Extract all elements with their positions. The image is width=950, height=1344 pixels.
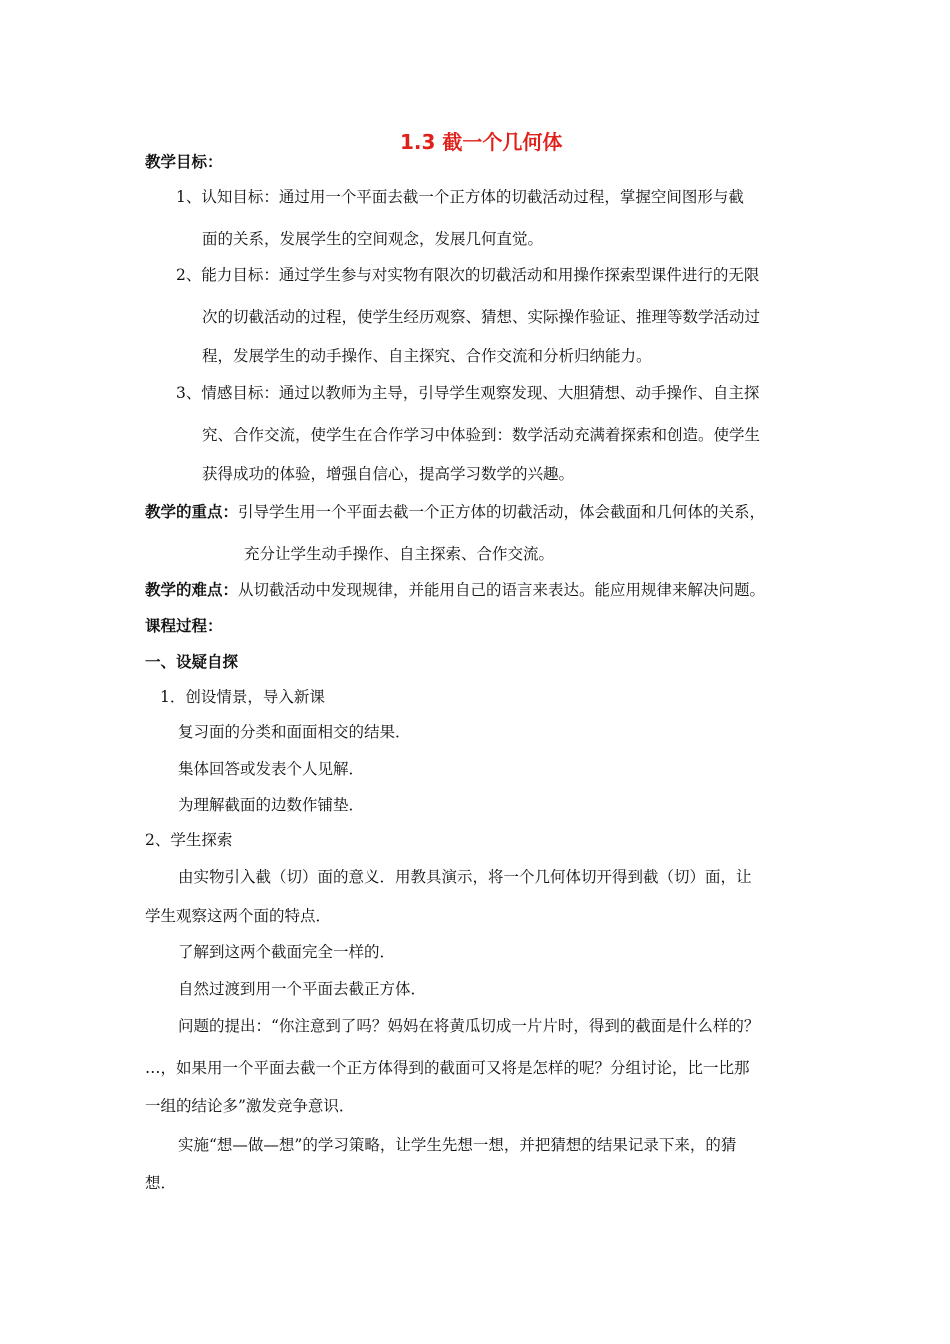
page-title: 1.3 截一个几何体 xyxy=(400,130,563,154)
sub-2-heading: 2、学生探索 xyxy=(145,831,233,849)
sub-1-heading: 1．创设情景，导入新课 xyxy=(160,688,325,706)
sub-1-item-1: 复习面的分类和面面相交的结果． xyxy=(178,723,411,741)
objective-1-line-2: 面的关系，发展学生的空间观念，发展几何直觉。 xyxy=(202,230,544,248)
sub-2-p1-line-2: 学生观察这两个面的特点． xyxy=(145,907,332,925)
sub-2-p5-line-1: 实施“想—做—想”的学习策略，让学生先想一想，并把猜想的结果记录下来，的猜 xyxy=(178,1136,737,1154)
sub-2-p4-line-1: 问题的提出：“你注意到了吗？妈妈在将黄瓜切成一片片时，得到的截面是什么样的？ xyxy=(178,1017,760,1035)
sub-2-p2: 了解到这两个截面完全一样的． xyxy=(178,943,396,961)
focus-line-2: 充分让学生动手操作、自主探索、合作交流。 xyxy=(244,545,555,563)
sub-2-p4-line-2: …，如果用一个平面去截一个正方体得到的截面可又将是怎样的呢？分组讨论，比一比那 xyxy=(145,1059,750,1077)
objective-3-line-3: 获得成功的体验，增强自信心，提高学习数学的兴趣。 xyxy=(202,465,575,483)
objective-2-line-3: 程，发展学生的动手操作、自主探究、合作交流和分析归纳能力。 xyxy=(202,347,652,365)
focus-text: 引导学生用一个平面去截一个正方体的切截活动，体会截面和几何体的关系， xyxy=(238,503,766,521)
sub-2-p3: 自然过渡到用一个平面去截正方体． xyxy=(178,980,427,998)
sub-2-p1-line-1: 由实物引入截（切）面的意义．用教具演示，将一个几何体切开得到截（切）面，让 xyxy=(178,868,752,886)
objective-2-line-1: 2、能力目标：通过学生参与对实物有限次的切截活动和用操作探索型课件进行的无限 xyxy=(176,266,760,284)
sub-2-p4-line-3: 一组的结论多”激发竞争意识． xyxy=(145,1097,355,1115)
objective-3-line-1: 3、情感目标：通过以教师为主导，引导学生观察发现、大胆猜想、动手操作、自主探 xyxy=(176,384,760,402)
difficulty-line xyxy=(145,579,765,601)
process-heading: 课程过程： xyxy=(145,617,223,635)
sub-1-item-3: 为理解截面的边数作铺垫． xyxy=(178,796,365,814)
difficulty-text: 从切截活动中发现规律，并能用自己的语言来表达。能应用规律来解决问题。 xyxy=(238,581,766,599)
section-1-heading: 一、设疑自探 xyxy=(145,653,239,671)
sub-2-p5-line-2: 想． xyxy=(145,1174,177,1192)
objective-1-line-1: 1、认知目标：通过用一个平面去截一个正方体的切截活动过程，掌握空间图形与截 xyxy=(176,188,744,206)
objective-2-line-2: 次的切截活动的过程，使学生经历观察、猜想、实际操作验证、推理等数学活动过 xyxy=(202,308,761,326)
focus-label: 教学的重点： xyxy=(145,503,239,521)
focus-line-1 xyxy=(145,501,765,523)
objective-3-line-2: 究、合作交流，使学生在合作学习中体验到：数学活动充满着探索和创造。使学生 xyxy=(202,426,761,444)
objectives-heading: 教学目标： xyxy=(145,153,223,171)
difficulty-label: 教学的难点： xyxy=(145,581,239,599)
sub-1-item-2: 集体回答或发表个人见解． xyxy=(178,760,365,778)
